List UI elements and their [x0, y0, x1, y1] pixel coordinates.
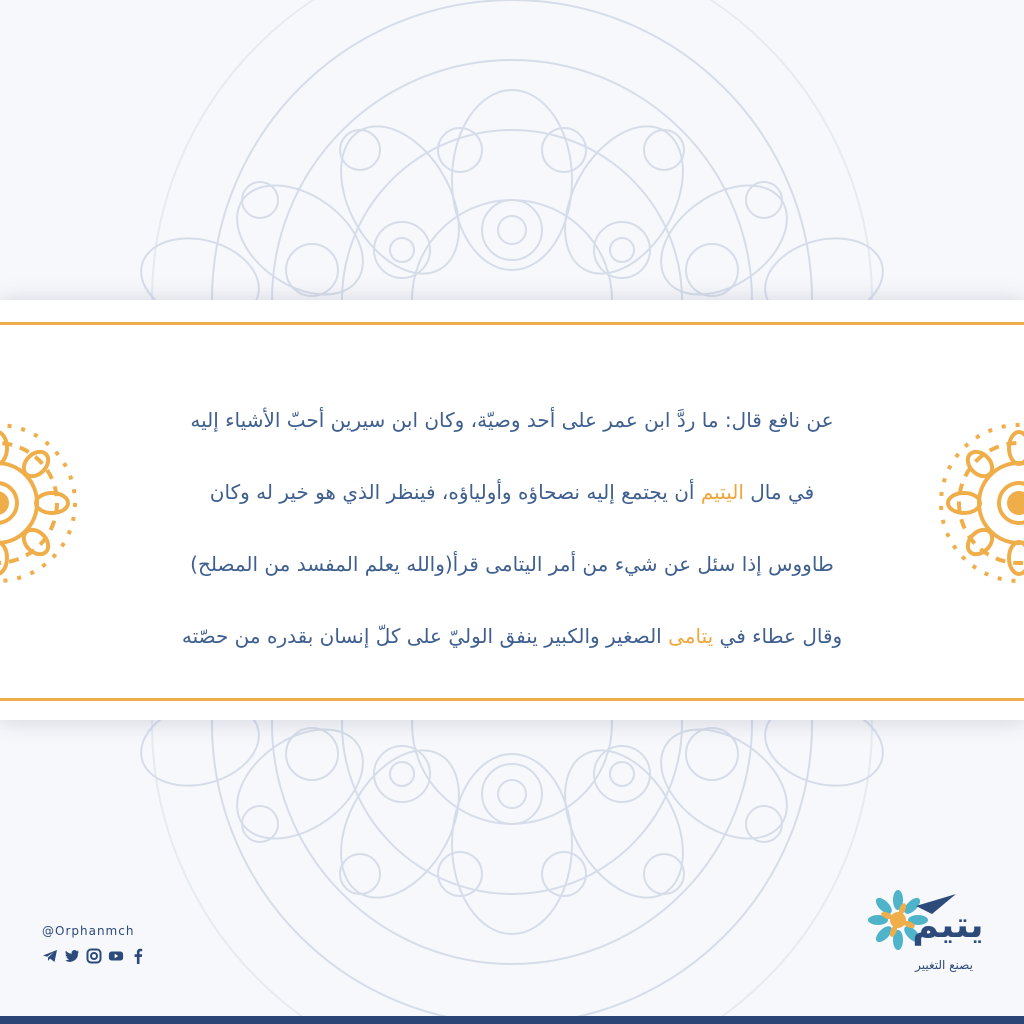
quote-line-2-start: في مال	[743, 480, 815, 504]
quote-line-4-start: وقال عطاء في	[713, 624, 843, 648]
social-block	[42, 924, 202, 964]
social-handle[interactable]: @Orphanmch	[42, 924, 135, 938]
telegram-icon[interactable]	[42, 948, 58, 964]
highlight-orphans: يتامى	[668, 624, 714, 648]
instagram-icon[interactable]	[86, 948, 102, 964]
quote-line-2	[90, 456, 934, 528]
quote-line-1: عن نافع قال: ما ردَّ ابن عمر على أحد وصيّة، وكان ابن سيرين أحبّ الأشياء إليه	[190, 408, 834, 432]
gold-divider-top	[0, 322, 1024, 325]
quote-line-3: طاووس إذا سئل عن شيء من أمر اليتامى قرأ(والله يعلم المفسد من المصلح)	[190, 552, 834, 576]
facebook-icon[interactable]	[130, 948, 146, 964]
twitter-icon[interactable]	[64, 948, 80, 964]
highlight-orphan: اليتيم	[700, 480, 744, 504]
quote-line-2-end: أن يجتمع إليه نصحاؤه وأولياؤه، فينظر الذي هو خير له وكان	[209, 480, 701, 504]
logo-wordmark: يتيم	[912, 905, 984, 946]
quote-line-4-end: الصغير والكبير ينفق الوليّ على كلّ إنسان بقدره من حصّته	[181, 624, 669, 648]
gold-mandala-left	[0, 418, 82, 588]
quote-text	[90, 384, 934, 672]
logo-tagline: يصنع التغيير	[915, 958, 973, 972]
quote-line-4	[90, 600, 934, 672]
gold-mandala-right	[934, 418, 1024, 588]
gold-divider-bottom	[0, 698, 1024, 701]
social-icons	[42, 948, 202, 964]
youtube-icon[interactable]	[108, 948, 124, 964]
footer-bar	[0, 1016, 1024, 1024]
